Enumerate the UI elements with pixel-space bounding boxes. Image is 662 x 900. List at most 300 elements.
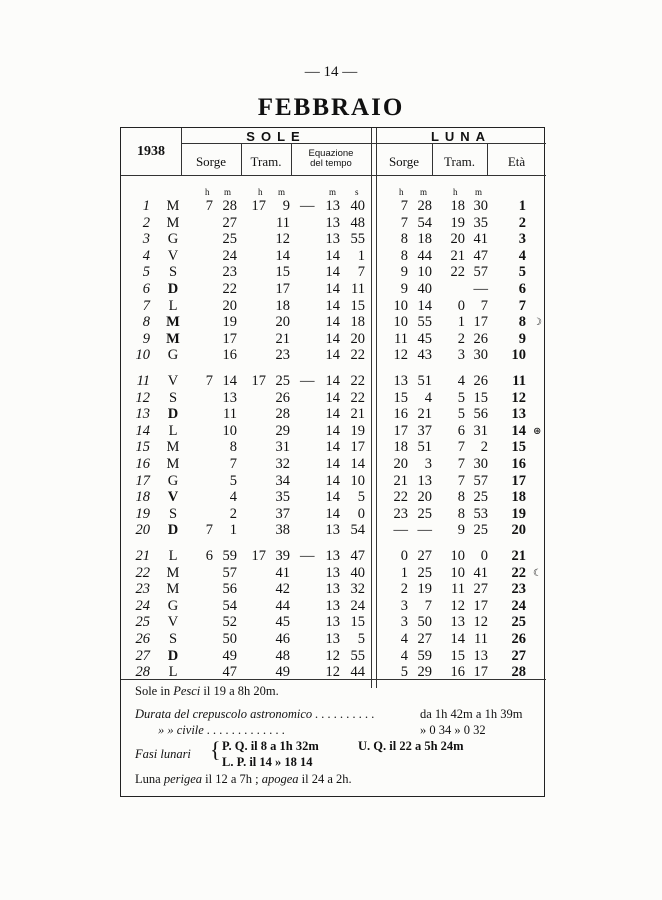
cell-ltm: 25 (473, 489, 488, 506)
month-title: FEBBRAIO (257, 94, 405, 121)
cell-lth: 21 (450, 247, 465, 264)
cell-lsm: 25 (417, 564, 432, 581)
cell-eqm: 13 (325, 581, 340, 598)
cell-n: 12 (135, 389, 150, 406)
cell-ltm: 26 (473, 373, 488, 389)
unit-luna-tram-h: h (453, 187, 458, 197)
cell-lsh: 4 (400, 631, 408, 647)
cell-ltm: 12 (473, 614, 488, 631)
cell-ltm: 57 (473, 472, 488, 489)
cell-lsh: 12 (393, 347, 408, 364)
cell-eqm: 13 (325, 597, 340, 614)
cell-lth: 5 (457, 406, 465, 423)
cell-tm: 26 (275, 389, 290, 406)
table-row (0, 489, 662, 506)
cell-tm: 38 (275, 522, 290, 539)
cell-eta: 27 (511, 647, 526, 664)
cell-eqm: 13 (325, 564, 340, 581)
cell-sm: 57 (222, 564, 237, 581)
cell-lsm: 37 (417, 422, 432, 439)
uq-note: U. Q. il 22 a 5h 24m (358, 739, 464, 753)
cell-eqs: 0 (357, 505, 365, 522)
cell-n: 20 (135, 522, 150, 539)
cell-phase: ⊛ (533, 425, 542, 437)
cell-lsh: 4 (400, 647, 408, 664)
cell-eta: 15 (511, 439, 526, 456)
luna-label: Luna (135, 772, 161, 786)
cell-n: 21 (135, 548, 150, 564)
cell-th: 17 (251, 548, 266, 564)
cell-eqm: 13 (325, 631, 340, 647)
cell-lsm: 10 (417, 264, 432, 281)
cell-d: M (166, 456, 180, 472)
cell-d: L (168, 297, 178, 314)
sole-note (135, 684, 279, 699)
apogea-rest: il 24 a 2h. (301, 772, 352, 786)
cell-lth: 10 (450, 564, 465, 581)
cell-lth: 8 (457, 505, 465, 522)
cell-eqm: 13 (325, 614, 340, 631)
cell-tm: 11 (276, 214, 290, 231)
cell-sm: 28 (222, 198, 237, 214)
sole-tram-header: Tram. (250, 154, 282, 169)
civile-label: » » civile . . . . . . . . . . . . . (158, 723, 286, 737)
unit-sole-sorge-h: h (205, 187, 210, 197)
sole-in-label: Sole in (135, 684, 171, 698)
cell-d: S (168, 505, 178, 522)
cell-lsm: 28 (417, 198, 432, 214)
table-row (0, 565, 662, 582)
cell-eqm: 13 (325, 231, 340, 248)
cell-lsh: 10 (393, 297, 408, 314)
cell-eqm: 14 (325, 281, 340, 297)
cell-ltm: 35 (473, 214, 488, 231)
cell-eqm: 14 (325, 347, 340, 364)
cell-eqs: 17 (350, 439, 365, 456)
cell-eqs: 32 (350, 581, 365, 598)
cell-eqm: 14 (325, 373, 340, 389)
cell-d: S (168, 264, 178, 281)
cell-eta: 17 (511, 472, 526, 489)
cell-n: 18 (135, 489, 150, 506)
unit-luna-sorge-h: h (399, 187, 404, 197)
cell-eqs: 24 (350, 597, 365, 614)
cell-eqs: 22 (350, 373, 365, 389)
cell-ltm: 17 (473, 314, 488, 331)
cell-d: G (167, 597, 179, 614)
cell-eqs: 22 (350, 389, 365, 406)
cell-sm: 23 (222, 264, 237, 281)
cell-tm: 20 (275, 314, 290, 331)
cell-eta: 6 (518, 281, 526, 297)
cell-d: V (167, 614, 179, 631)
cell-eta: 4 (518, 247, 526, 264)
cell-eta: 28 (511, 664, 526, 681)
cell-lsh: 13 (393, 373, 408, 389)
cell-eta: 22 (511, 564, 526, 581)
unit-sole-tram-m: m (278, 187, 286, 197)
cell-lsm: 51 (417, 439, 432, 456)
cell-eqs: 55 (350, 231, 365, 248)
cell-n: 28 (135, 664, 150, 681)
cell-tm: 49 (275, 664, 290, 681)
table-row (0, 215, 662, 232)
cell-eqs: 40 (350, 198, 365, 214)
cell-ltm: 2 (480, 439, 488, 456)
cell-sm: 22 (222, 281, 237, 297)
cell-d: M (166, 198, 180, 214)
cell-lsm: 45 (417, 330, 432, 347)
cell-n: 3 (142, 231, 150, 248)
cell-lsm: 54 (417, 214, 432, 231)
cell-lsm: 4 (424, 389, 432, 406)
cell-sm: 59 (222, 548, 237, 564)
fasi-brace-icon: { (210, 737, 221, 762)
table-row (0, 331, 662, 348)
table-row (0, 281, 662, 298)
cell-ltm: 31 (473, 422, 488, 439)
cell-eqm: 13 (325, 214, 340, 231)
cell-sm: 27 (222, 214, 237, 231)
cell-d: V (167, 489, 179, 506)
cell-tm: 31 (275, 439, 290, 456)
cell-n: 7 (142, 297, 150, 314)
cell-lsh: 21 (393, 472, 408, 489)
table-row (0, 648, 662, 665)
cell-lth: 10 (450, 548, 465, 564)
cell-lsh: 0 (400, 548, 408, 564)
cell-n: 22 (135, 564, 150, 581)
cell-tm: 25 (275, 373, 290, 389)
cell-eta: 3 (518, 231, 526, 248)
cell-tm: 37 (275, 505, 290, 522)
cell-d: L (168, 548, 178, 564)
cell-sm: 25 (222, 231, 237, 248)
cell-d: S (168, 631, 178, 647)
cell-d: D (167, 406, 179, 423)
table-row (0, 473, 662, 490)
luna-sorge-header: Sorge (388, 154, 420, 169)
cell-eta: 2 (518, 214, 526, 231)
cell-eqs: 55 (350, 647, 365, 664)
cell-tm: 29 (275, 422, 290, 439)
unit-eq-s: s (355, 187, 359, 197)
cell-lsh: — (393, 522, 408, 539)
cell-lsm: 19 (417, 581, 432, 598)
cell-eqsign: — (300, 548, 315, 564)
cell-ltm: 26 (473, 330, 488, 347)
cell-n: 2 (142, 214, 150, 231)
cell-eqs: 47 (350, 548, 365, 564)
cell-phase: ☽ (533, 317, 542, 329)
cell-eta: 26 (511, 631, 526, 647)
cell-sm: 19 (222, 314, 237, 331)
cell-eta: 8 (518, 314, 526, 331)
page-number: — 14 — (304, 64, 358, 80)
cell-sh: 7 (205, 522, 213, 539)
cell-lsm: 40 (417, 281, 432, 297)
cell-lsh: 1 (400, 564, 408, 581)
cell-ltm: 53 (473, 505, 488, 522)
luna-header: LUNA (430, 129, 492, 144)
cell-tm: 18 (275, 297, 290, 314)
cell-n: 4 (142, 247, 150, 264)
cell-tm: 48 (275, 647, 290, 664)
cell-lsh: 2 (400, 581, 408, 598)
table-row (0, 439, 662, 456)
cell-eqm: 14 (325, 389, 340, 406)
cell-lth: 2 (457, 330, 465, 347)
cell-lsm: 43 (417, 347, 432, 364)
cell-lth: 11 (451, 581, 465, 598)
cell-eta: 10 (511, 347, 526, 364)
cell-lth: 20 (450, 231, 465, 248)
luna-tram-header: Tram. (444, 154, 475, 169)
pesci-label: Pesci (173, 684, 201, 698)
cell-sm: 54 (222, 597, 237, 614)
cell-lsh: 3 (400, 614, 408, 631)
cell-lsh: 3 (400, 597, 408, 614)
cell-n: 26 (135, 631, 150, 647)
cell-sm: 49 (222, 647, 237, 664)
cell-lth: 13 (450, 614, 465, 631)
cell-lsh: 18 (393, 439, 408, 456)
cell-sm: 10 (222, 422, 237, 439)
cell-ltm: 27 (473, 581, 488, 598)
cell-eqs: 1 (357, 247, 365, 264)
cell-n: 17 (135, 472, 150, 489)
cell-sm: 20 (222, 297, 237, 314)
table-row (0, 248, 662, 265)
cell-lth: 7 (457, 439, 465, 456)
cell-sm: 14 (222, 373, 237, 389)
cell-n: 8 (142, 314, 150, 331)
cell-d: D (167, 281, 179, 297)
cell-sm: 5 (229, 472, 237, 489)
cell-eta: 20 (511, 522, 526, 539)
cell-ltm: 25 (473, 522, 488, 539)
equazione-header (291, 149, 371, 169)
cell-eta: 1 (518, 198, 526, 214)
table-row (0, 298, 662, 315)
cell-tm: 9 (282, 198, 290, 214)
cell-lth: 16 (450, 664, 465, 681)
cell-n: 23 (135, 581, 150, 598)
cell-d: G (167, 231, 179, 248)
cell-lsh: 16 (393, 406, 408, 423)
cell-lsm: 7 (424, 597, 432, 614)
cell-lth: 7 (457, 472, 465, 489)
cell-eta: 13 (511, 406, 526, 423)
cell-lth: 9 (457, 522, 465, 539)
cell-lth: 19 (450, 214, 465, 231)
cell-sm: 24 (222, 247, 237, 264)
table-row (0, 347, 662, 364)
lp-note: L. P. il 14 » 18 14 (222, 755, 313, 769)
cell-eqm: 14 (325, 439, 340, 456)
year-label: 1938 (137, 144, 165, 159)
cell-eqm: 14 (325, 297, 340, 314)
cell-sm: 4 (229, 489, 237, 506)
cell-eqs: 5 (357, 489, 365, 506)
cell-lsh: 22 (393, 489, 408, 506)
cell-eqs: 11 (351, 281, 365, 297)
table-row (0, 314, 662, 331)
table-row (0, 548, 662, 565)
table-row (0, 614, 662, 631)
cell-d: D (167, 647, 179, 664)
cell-eqs: 15 (350, 297, 365, 314)
pq-note: P. Q. il 8 a 1h 32m (222, 739, 319, 753)
cell-sm: 56 (222, 581, 237, 598)
cell-d: M (166, 314, 180, 331)
cell-lth: 18 (450, 198, 465, 214)
cell-n: 11 (136, 373, 150, 389)
cell-lth: 5 (457, 389, 465, 406)
unit-sole-tram-h: h (258, 187, 263, 197)
cell-lsh: 7 (400, 214, 408, 231)
cell-lsm: 51 (417, 373, 432, 389)
cell-d: L (168, 664, 178, 681)
cell-eta: 5 (518, 264, 526, 281)
cell-lsh: 20 (393, 456, 408, 472)
cell-tm: 39 (275, 548, 290, 564)
cell-n: 16 (135, 456, 150, 472)
cell-n: 6 (142, 281, 150, 297)
cell-ltm: 15 (473, 389, 488, 406)
cell-eqs: 20 (350, 330, 365, 347)
cell-lsh: 5 (400, 664, 408, 681)
cell-eta: 21 (511, 548, 526, 564)
cell-ltm: 30 (473, 347, 488, 364)
cell-eqm: 13 (325, 198, 340, 214)
cell-eta: 12 (511, 389, 526, 406)
cell-eqs: 44 (350, 664, 365, 681)
cell-lth: 1 (457, 314, 465, 331)
cell-sh: 7 (205, 198, 213, 214)
cell-tm: 46 (275, 631, 290, 647)
cell-d: V (167, 373, 179, 389)
cell-eqm: 14 (325, 505, 340, 522)
table-row (0, 423, 662, 440)
cell-lsm: — (417, 522, 432, 539)
cell-lth: 14 (450, 631, 465, 647)
unit-eq-m: m (329, 187, 337, 197)
cell-tm: 12 (275, 231, 290, 248)
cell-lsm: 18 (417, 231, 432, 248)
cell-sm: 52 (222, 614, 237, 631)
cell-sm: 17 (222, 330, 237, 347)
cell-d: M (166, 439, 180, 456)
cell-tm: 23 (275, 347, 290, 364)
cell-lsm: 59 (417, 647, 432, 664)
cell-lth: 15 (450, 647, 465, 664)
table-row (0, 198, 662, 215)
cell-sh: 7 (205, 373, 213, 389)
cell-lsm: 13 (417, 472, 432, 489)
cell-eta: 18 (511, 489, 526, 506)
cell-n: 24 (135, 597, 150, 614)
cell-n: 13 (135, 406, 150, 423)
cell-eta: 14 (511, 422, 526, 439)
cell-lsh: 11 (394, 330, 408, 347)
cell-lth: 12 (450, 597, 465, 614)
cell-lsh: 7 (400, 198, 408, 214)
cell-tm: 42 (275, 581, 290, 598)
cell-lsm: 3 (424, 456, 432, 472)
fasi-lunari-label: Fasi lunari (135, 747, 191, 761)
cell-eqs: 54 (350, 522, 365, 539)
cell-lsm: 14 (417, 297, 432, 314)
cell-sm: 1 (229, 522, 237, 539)
cell-sm: 50 (222, 631, 237, 647)
cell-eta: 11 (512, 373, 526, 389)
cell-tm: 17 (275, 281, 290, 297)
cell-sm: 7 (229, 456, 237, 472)
cell-eta: 19 (511, 505, 526, 522)
perigea-rest: il 12 a 7h ; (205, 772, 259, 786)
cell-tm: 32 (275, 456, 290, 472)
cell-eqm: 14 (325, 472, 340, 489)
cell-tm: 14 (275, 247, 290, 264)
cell-eqm: 12 (325, 664, 340, 681)
cell-eqm: 12 (325, 647, 340, 664)
cell-d: M (166, 564, 180, 581)
cell-d: M (166, 214, 180, 231)
cell-d: V (167, 247, 179, 264)
eta-header: Età (507, 154, 526, 169)
cell-tm: 45 (275, 614, 290, 631)
table-row (0, 581, 662, 598)
perigea-label: perigea (163, 772, 202, 786)
cell-lsh: 9 (400, 281, 408, 297)
cell-lth: 7 (457, 456, 465, 472)
cell-eqs: 40 (350, 564, 365, 581)
cell-n: 10 (135, 347, 150, 364)
cell-lth: 6 (457, 422, 465, 439)
cell-ltm: 13 (473, 647, 488, 664)
cell-n: 15 (135, 439, 150, 456)
cell-eqm: 14 (325, 406, 340, 423)
cell-sm: 8 (229, 439, 237, 456)
cell-d: S (168, 389, 178, 406)
cell-lsm: 27 (417, 631, 432, 647)
cell-eqs: 14 (350, 456, 365, 472)
cell-ltm: 30 (473, 198, 488, 214)
cell-eta: 24 (511, 597, 526, 614)
cell-eta: 9 (518, 330, 526, 347)
cell-eqm: 13 (325, 522, 340, 539)
cell-eqs: 7 (357, 264, 365, 281)
cell-n: 14 (135, 422, 150, 439)
table-row (0, 522, 662, 539)
cell-lsm: 44 (417, 247, 432, 264)
luna-note (135, 772, 352, 787)
cell-eta: 25 (511, 614, 526, 631)
cell-lsh: 17 (393, 422, 408, 439)
cell-n: 5 (142, 264, 150, 281)
table-row (0, 631, 662, 648)
cell-ltm: 17 (473, 597, 488, 614)
cell-tm: 44 (275, 597, 290, 614)
sole-header: SOLE (246, 129, 306, 144)
cell-lsm: 29 (417, 664, 432, 681)
cell-eta: 23 (511, 581, 526, 598)
cell-lth: 3 (457, 347, 465, 364)
cell-eqs: 5 (357, 631, 365, 647)
cell-ltm: 0 (480, 548, 488, 564)
cell-n: 25 (135, 614, 150, 631)
